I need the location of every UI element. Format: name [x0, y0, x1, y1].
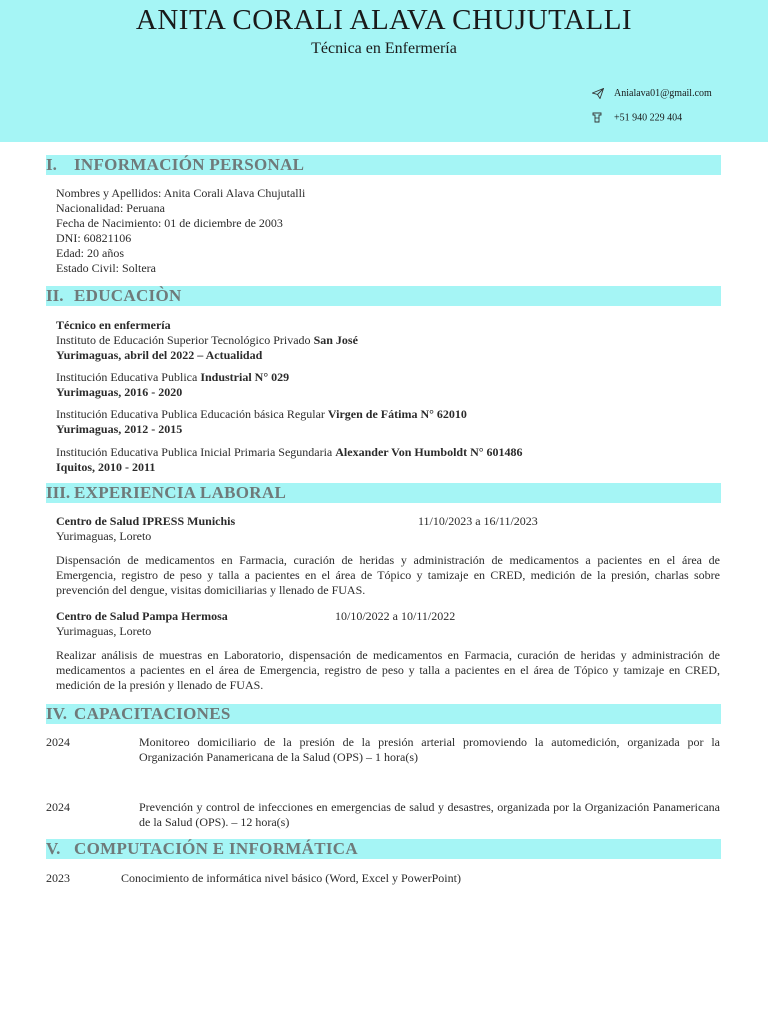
institution-line: Institución Educativa Publica Inicial Primaria Segundaria Alexander Von Humboldt N° 601486: [56, 445, 523, 459]
section-computing: [46, 839, 721, 859]
education-place-date: Iquitos, 2010 - 2011: [56, 460, 156, 474]
paper-plane-icon: [592, 88, 606, 99]
section-title: CAPACITACIONES: [74, 704, 231, 723]
education-place-date: Yurimaguas, abril del 2022 – Actualidad: [56, 348, 263, 362]
training-description: Prevención y control de infecciones en emergencias de salud y desastres, organizada por la Organización Panamericana de la Salud (OPS). – 12 hora(s): [139, 800, 720, 829]
computing-year: 2023: [46, 871, 70, 885]
institution-name: San José: [313, 333, 358, 347]
job-location: Yurimaguas, Loreto: [56, 529, 152, 543]
education-entry: [56, 370, 289, 400]
section-title: COMPUTACIÓN E INFORMÁTICA: [74, 839, 358, 858]
section-number: IV.: [46, 704, 67, 723]
section-number: V.: [46, 839, 61, 858]
header-banner: [0, 0, 768, 142]
job-dates: 10/10/2022 a 10/11/2022: [335, 609, 456, 623]
section-title: EDUCACIÒN: [74, 286, 182, 305]
personal-line: Fecha de Nacimiento: 01 de diciembre de 2003: [56, 216, 283, 230]
section-education: [46, 286, 721, 306]
personal-line: DNI: 60821106: [56, 231, 132, 245]
section-number: III.: [46, 483, 71, 502]
training-description: Monitoreo domiciliario de la presión de la presión arterial promoviendo la automedición, organizada por la Organización Panamericana de la Salud (OPS) – 1 hora(s): [139, 735, 720, 764]
institution-line: Institución Educativa Publica Educación básica Regular Virgen de Fátima N° 62010: [56, 407, 467, 421]
computing-description: Conocimiento de informática nivel básico (Word, Excel y PowerPoint): [121, 871, 461, 885]
institution-name: Alexander Von Humboldt N° 601486: [335, 445, 523, 459]
education-place-date: Yurimaguas, 2012 - 2015: [56, 422, 183, 436]
personal-line: Nombres y Apellidos: Anita Corali Alava Chujutalli: [56, 186, 306, 200]
section-training: [46, 704, 721, 724]
phone-text[interactable]: +51 940 229 404: [614, 112, 683, 124]
section-title: EXPERIENCIA LABORAL: [74, 483, 287, 502]
job-location: Yurimaguas, Loreto: [56, 624, 152, 638]
job-place: Centro de Salud Pampa Hermosa: [56, 609, 228, 623]
personal-line: Estado Civil: Soltera: [56, 261, 156, 275]
job-description: Dispensación de medicamentos en Farmacia, curación de heridas y administración de medicamentos a pacientes en el área de Emergencia, registro de peso y talla a pacientes en el área de Tópico y tamizaje en CRED, medición de la presión, charlas sobre prevención del dengue, visitas domiciliarias y llenado de FUAS.: [56, 553, 720, 597]
job-place: Centro de Salud IPRESS Munichis: [56, 514, 236, 528]
section-experience: [46, 483, 721, 503]
personal-line: Nacionalidad: Peruana: [56, 201, 165, 215]
institution-name: Virgen de Fátima N° 62010: [327, 407, 467, 421]
person-name: ANITA CORALI ALAVA CHUJUTALLI: [135, 4, 633, 36]
education-entry: [56, 318, 358, 363]
section-number: I.: [46, 155, 57, 174]
training-year: 2024: [46, 800, 70, 814]
job-description: Realizar análisis de muestras en Laboratorio, dispensación de medicamentos en Farmacia, curación de heridas y administración de medicamentos a pacientes en el área de Emergencia, registro de peso y talla a pacientes en el área de Tópico y tamizaje en CRED, medición de la presión y llenado de FUAS.: [56, 648, 720, 692]
education-entry: [56, 445, 523, 475]
job-title: Técnica en Enfermería: [311, 40, 457, 57]
institution-name: Industrial N° 029: [200, 370, 290, 384]
institution-line: Instituto de Educación Superior Tecnológico Privado San José: [56, 333, 358, 347]
email-contact[interactable]: [592, 88, 712, 99]
section-title: INFORMACIÓN PERSONAL: [74, 155, 305, 174]
education-place-date: Yurimaguas, 2016 - 2020: [56, 385, 183, 399]
education-entry: [56, 407, 467, 437]
job-dates: 11/10/2023 a 16/11/2023: [418, 514, 538, 528]
section-number: II.: [46, 286, 64, 305]
email-text[interactable]: Anialava01@gmail.com: [614, 88, 712, 99]
training-year: 2024: [46, 735, 70, 749]
phone-icon: [592, 112, 606, 124]
personal-line: Edad: 20 años: [56, 246, 124, 260]
section-personal-info: [46, 155, 721, 175]
institution-line: Institución Educativa Publica Industrial N° 029: [56, 370, 290, 384]
phone-contact[interactable]: [592, 112, 682, 124]
degree-title: Técnico en enfermería: [56, 318, 171, 332]
